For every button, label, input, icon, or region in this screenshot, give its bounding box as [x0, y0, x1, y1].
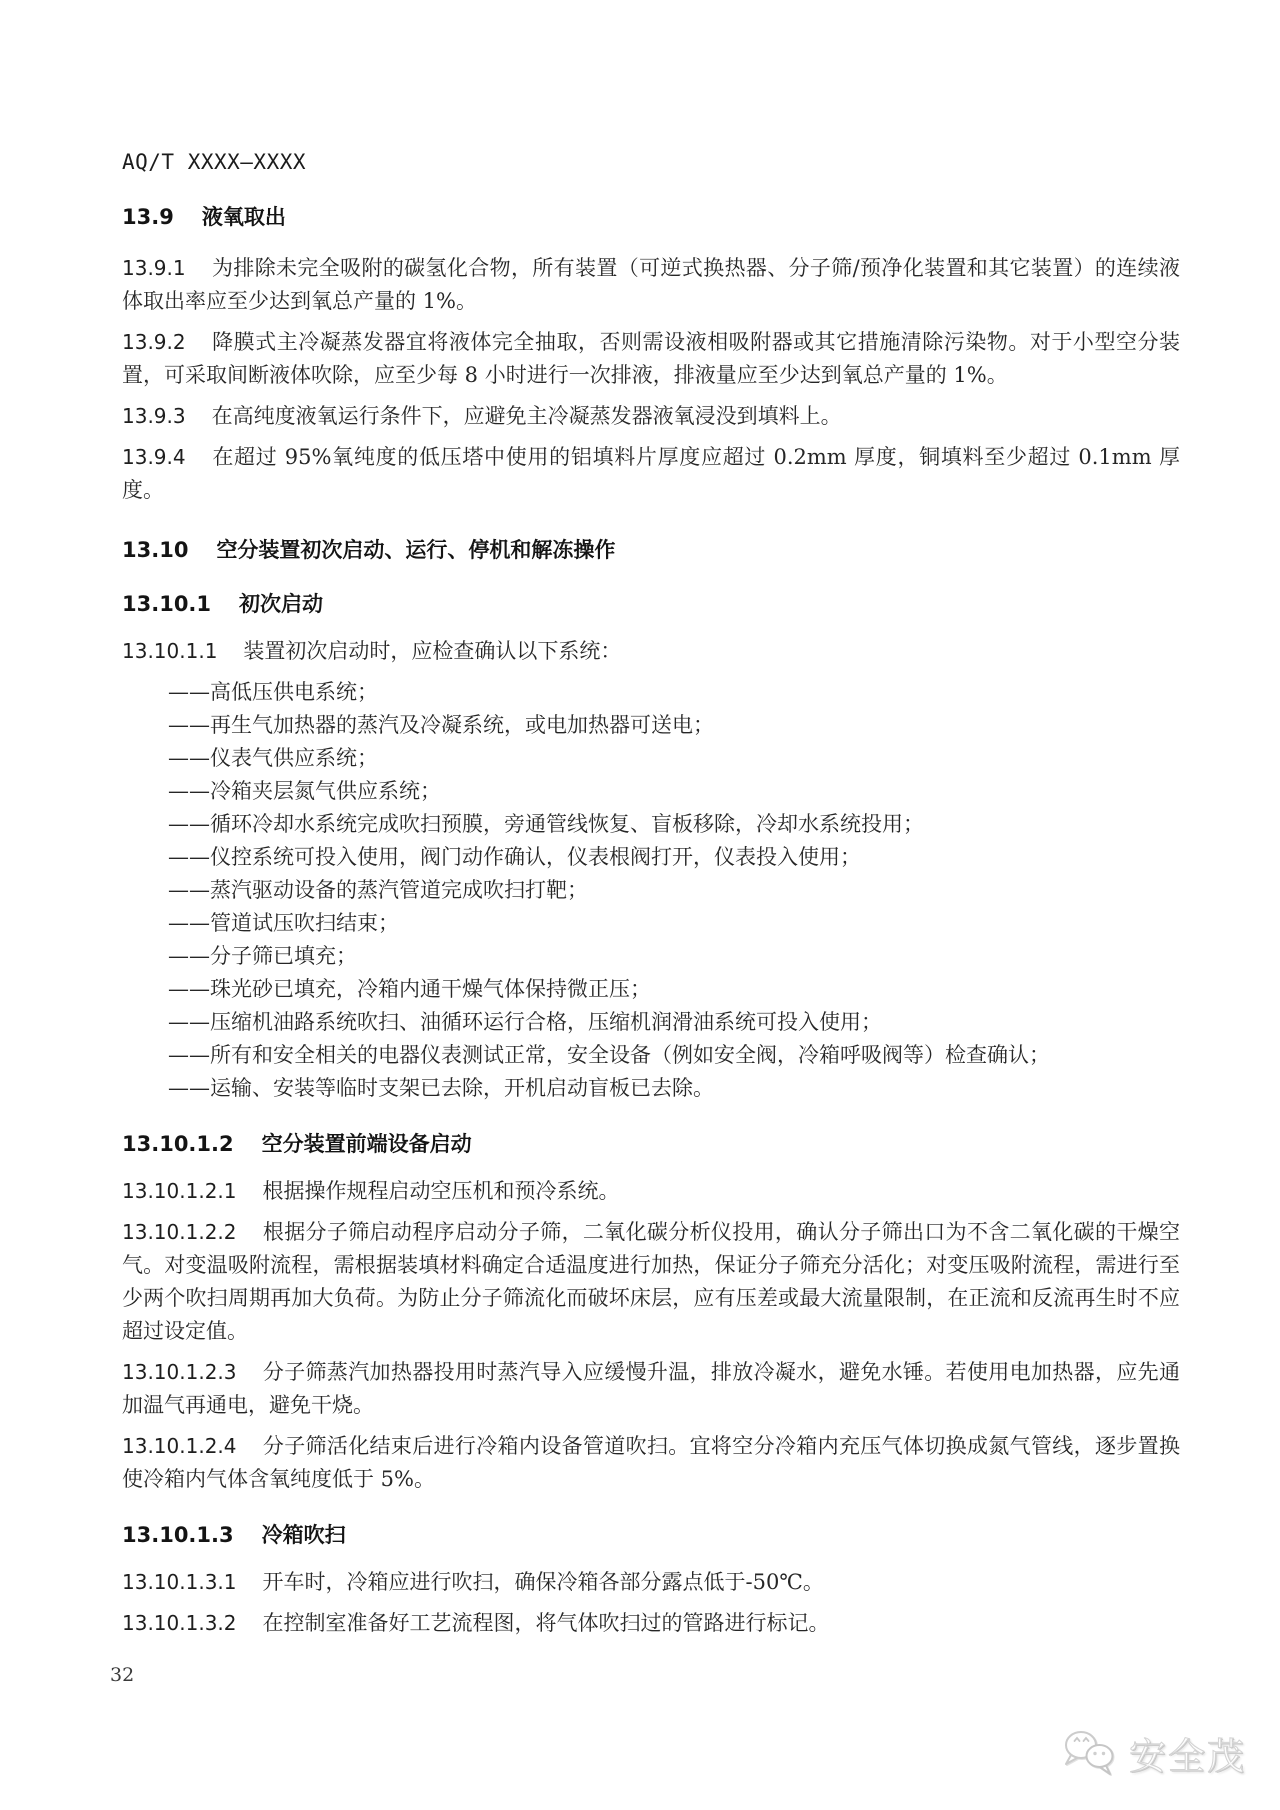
- clause-13-10-1-2-2: [122, 1216, 1180, 1348]
- clause-number: 13.10.1.2.3: [122, 1360, 237, 1384]
- clause-text: 在控制室准备好工艺流程图，将气体吹扫过的管路进行标记。: [262, 1611, 830, 1635]
- section-title: 空分装置前端设备启动: [261, 1132, 472, 1156]
- checklist-item: ——珠光砂已填充，冷箱内通干燥气体保持微正压；: [168, 977, 651, 1001]
- checklist-item: ——所有和安全相关的电器仪表测试正常，安全设备（例如安全阀，冷箱呼吸阀等）检查确认；: [168, 1043, 1050, 1067]
- clause-13-10-1-3-2: [122, 1607, 1180, 1640]
- clause-number: 13.10.1.1: [122, 639, 218, 663]
- section-heading-13-9: [122, 202, 1180, 232]
- clause-text: 在高纯度液氧运行条件下，应避免主冷凝蒸发器液氧浸没到填料上。: [211, 404, 842, 428]
- checklist-item: ——蒸汽驱动设备的蒸汽管道完成吹扫打靶；: [168, 878, 588, 902]
- checklist-item: ——管道试压吹扫结束；: [168, 911, 399, 935]
- clause-13-10-1-2-3: [122, 1356, 1180, 1422]
- section-number: 13.10.1.2: [122, 1132, 234, 1156]
- wechat-chat-bubbles-icon: [1061, 1728, 1119, 1778]
- clause-number: 13.10.1.3.2: [122, 1611, 237, 1635]
- checklist-item: ——冷箱夹层氮气供应系统；: [168, 779, 441, 803]
- section-number: 13.9: [122, 205, 174, 229]
- clause-number: 13.10.1.2.2: [122, 1220, 237, 1244]
- clause-13-9-1: [122, 252, 1180, 318]
- clause-number: 13.10.1.2.1: [122, 1179, 237, 1203]
- clause-text: 分子筛蒸汽加热器投用时蒸汽导入应缓慢升温，排放冷凝水，避免水锤。若使用电加热器，应先通加温气再通电，避免干烧。: [122, 1360, 1180, 1417]
- clause-text: 装置初次启动时，应检查确认以下系统：: [243, 639, 622, 663]
- checklist-item: ——运输、安装等临时支架已去除，开机启动盲板已去除。: [168, 1076, 714, 1100]
- clause-number: 13.9.4: [122, 445, 186, 469]
- clause-13-10-1-3-1: [122, 1566, 1180, 1599]
- clause-text: 在超过 95%氧纯度的低压塔中使用的铝填料片厚度应超过 0.2mm 厚度，铜填料至少超过 0.1mm 厚度。: [122, 445, 1180, 502]
- clause-13-9-4: [122, 441, 1180, 507]
- checklist-item: ——压缩机油路系统吹扫、油循环运行合格，压缩机润滑油系统可投入使用；: [168, 1010, 882, 1034]
- clause-13-10-1-2-1: [122, 1175, 1180, 1208]
- checklist-item: ——仪表气供应系统；: [168, 746, 378, 770]
- clause-text: 为排除未完全吸附的碳氢化合物，所有装置（可逆式换热器、分子筛/预净化装置和其它装置）的连续液体取出率应至少达到氧总产量的 1%。: [122, 256, 1180, 313]
- section-title: 冷箱吹扫: [261, 1523, 346, 1547]
- clause-13-9-3: [122, 400, 1180, 433]
- clause-number: 13.9.2: [122, 330, 186, 354]
- clause-text: 根据分子筛启动程序启动分子筛，二氧化碳分析仪投用，确认分子筛出口为不含二氧化碳的干燥空气。对变温吸附流程，需根据装填材料确定合适温度进行加热，保证分子筛充分活化；对变压吸附流程，需进行至少两个吹扫周期再加大负荷。为防止分子筛流化而破坏床层，应有压差或最大流量限制，在正流和反流再生时不应超过设定值。: [122, 1220, 1180, 1343]
- section-title: 液氧取出: [201, 205, 286, 229]
- clause-text: 开车时，冷箱应进行吹扫，确保冷箱各部分露点低于-50℃。: [262, 1570, 824, 1594]
- page-number: 32: [110, 1664, 135, 1686]
- checklist-item: ——再生气加热器的蒸汽及冷凝系统，或电加热器可送电；: [168, 713, 714, 737]
- clause-number: 13.9.1: [122, 256, 186, 280]
- section-number: 13.10: [122, 538, 189, 562]
- clause-13-9-2: [122, 326, 1180, 392]
- subsection-heading-13-10-1-3: [122, 1520, 1180, 1550]
- section-number: 13.10.1.3: [122, 1523, 234, 1547]
- checklist-item: ——循环冷却水系统完成吹扫预膜，旁通管线恢复、盲板移除，冷却水系统投用；: [168, 812, 924, 836]
- checklist-item: ——分子筛已填充；: [168, 944, 357, 968]
- clause-number: 13.9.3: [122, 404, 186, 428]
- startup-checklist: [168, 676, 1180, 1105]
- clause-number: 13.10.1.3.1: [122, 1570, 237, 1594]
- section-number: 13.10.1: [122, 592, 212, 616]
- watermark: [1061, 1726, 1246, 1780]
- section-heading-13-10: [122, 535, 1180, 565]
- clause-text: 根据操作规程启动空压机和预冷系统。: [262, 1179, 620, 1203]
- checklist-item: ——高低压供电系统；: [168, 680, 378, 704]
- clause-13-10-1-1: [122, 635, 1180, 668]
- section-title: 空分装置初次启动、运行、停机和解冻操作: [216, 538, 616, 562]
- subsection-heading-13-10-1: [122, 589, 1180, 619]
- section-title: 初次启动: [239, 592, 324, 616]
- clause-13-10-1-2-4: [122, 1430, 1180, 1496]
- clause-text: 分子筛活化结束后进行冷箱内设备管道吹扫。宜将空分冷箱内充压气体切换成氮气管线，逐步置换使冷箱内气体含氧纯度低于 5%。: [122, 1434, 1180, 1491]
- doc-code-header: AQ/T XXXX—XXXX: [122, 150, 307, 174]
- watermark-text: 安全茂: [1129, 1735, 1246, 1778]
- clause-number: 13.10.1.2.4: [122, 1434, 237, 1458]
- subsection-heading-13-10-1-2: [122, 1129, 1180, 1159]
- checklist-item: ——仪控系统可投入使用，阀门动作确认，仪表根阀打开，仪表投入使用；: [168, 845, 861, 869]
- clause-text: 降膜式主冷凝蒸发器宜将液体完全抽取，否则需设液相吸附器或其它措施清除污染物。对于小型空分装置，可采取间断液体吹除，应至少每 8 小时进行一次排液，排液量应至少达到氧总产量的 1%。: [122, 330, 1180, 387]
